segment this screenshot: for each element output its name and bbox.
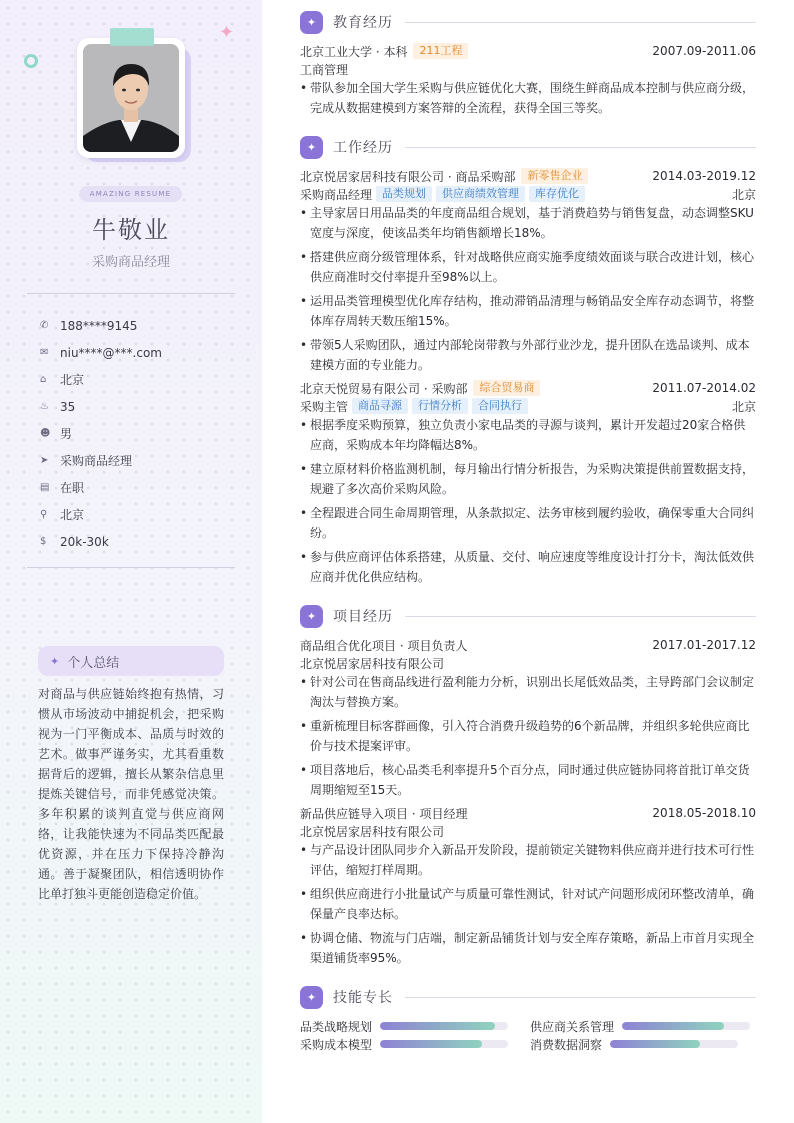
info-age: ♨ 35 bbox=[40, 399, 76, 414]
skill-bar bbox=[380, 1022, 508, 1030]
list-item: • 组织供应商进行小批量试产与质量可靠性测试，针对试产问题形成闭环整改清单，确保量产良率达标。 bbox=[300, 884, 756, 924]
list-item: • 重新梳理目标客群画像，引入符合消费升级趋势的6个新品牌，并组织多轮供应商比价与技术提案评审。 bbox=[300, 716, 756, 756]
project-header bbox=[300, 636, 756, 654]
section-title: 技能专长 bbox=[333, 990, 393, 1006]
sparkle-icon: ✦ bbox=[50, 654, 60, 668]
list-item: • 协调仓储、物流与门店端，制定新品铺货计划与安全库存策略，新品上市首月实现全渠道铺货率95%。 bbox=[300, 928, 756, 968]
list-item: • 与产品设计团队同步介入新品开发阶段，提前锁定关键物料供应商并进行技术可行性评估，缩短打样周期。 bbox=[300, 840, 756, 880]
skill-tag: 行情分析 bbox=[412, 398, 468, 414]
company-tag: 新零售企业 bbox=[521, 168, 588, 184]
list-item: • 参与供应商评估体系搭建，从质量、交付、响应速度等维度设计打分卡，淘汰低效供应商并优化供应结构。 bbox=[300, 547, 756, 587]
sparkle-icon: ✦ bbox=[300, 986, 323, 1009]
divider bbox=[27, 567, 235, 568]
skill-tag: 合同执行 bbox=[472, 398, 528, 414]
list-item: • 搭建供应商分级管理体系，针对战略供应商实施季度绩效面谈与联合改进计划，核心供应商准时交付率提升至98%以上。 bbox=[300, 247, 756, 287]
date-range: 2011.07-2014.02 bbox=[652, 381, 756, 395]
job-city: 北京 bbox=[731, 399, 756, 414]
job-header bbox=[300, 167, 756, 185]
sidebar bbox=[0, 0, 262, 1123]
info-location: ⚲ 北京 bbox=[40, 508, 85, 522]
job-city: 北京 bbox=[731, 187, 756, 202]
section-title: 教育经历 bbox=[333, 15, 393, 31]
decorative-sparkle-icon: ✦ bbox=[219, 22, 235, 43]
skill-name: 采购成本模型 bbox=[300, 1037, 373, 1052]
skill-tag: 商品寻源 bbox=[352, 398, 408, 414]
skill-bar-fill bbox=[380, 1040, 482, 1048]
section-projects-header bbox=[300, 604, 756, 628]
list-item: • 根据季度采购预算，独立负责小家电品类的寻源与谈判，累计开发超过20家合格供应商，采购成本年均降幅达8%。 bbox=[300, 415, 756, 455]
date-range: 2017.01-2017.12 bbox=[652, 638, 756, 652]
school-name: 北京工业大学 · 本科 bbox=[300, 44, 408, 59]
section-skills-header bbox=[300, 985, 756, 1009]
school-tag: 211工程 bbox=[413, 43, 468, 59]
info-hometown: ⌂ 北京 bbox=[40, 373, 85, 387]
info-phone: ✆ 188****9145 bbox=[40, 318, 138, 333]
sparkle-icon: ✦ bbox=[300, 136, 323, 159]
section-title: 项目经历 bbox=[333, 609, 393, 625]
home-icon: ⌂ bbox=[40, 374, 47, 385]
job-header bbox=[300, 379, 756, 397]
skill-bar-fill bbox=[622, 1022, 724, 1030]
list-item: • 项目落地后，核心品类毛利率提升5个百分点，同时通过供应链协同将首批订单交货周期缩短至15天。 bbox=[300, 760, 756, 800]
candidate-name: 牛敬业 bbox=[92, 216, 170, 244]
summary-heading: ✦ 个人总结 bbox=[38, 646, 224, 676]
salary-icon: $ bbox=[40, 536, 47, 547]
phone-icon: ✆ bbox=[40, 320, 49, 331]
project-header bbox=[300, 804, 756, 822]
company-name: 北京天悦贸易有限公司 · 采购部 bbox=[300, 381, 468, 396]
skill-item bbox=[300, 1017, 508, 1035]
date-range: 2014.03-2019.12 bbox=[652, 169, 756, 183]
info-email: ✉ niu****@***.com bbox=[40, 345, 162, 360]
section-education-header bbox=[300, 10, 756, 34]
skill-item bbox=[530, 1017, 750, 1035]
profile-photo bbox=[83, 44, 179, 152]
location-pin-icon: ⚲ bbox=[40, 509, 48, 520]
status-icon: ▤ bbox=[40, 482, 50, 493]
skill-name: 消费数据洞察 bbox=[530, 1037, 603, 1052]
amazing-resume-badge: AMAZING RESUME bbox=[79, 186, 182, 202]
skill-item bbox=[530, 1035, 738, 1053]
section-title: 工作经历 bbox=[333, 140, 393, 156]
date-range: 2007.09-2011.06 bbox=[652, 44, 756, 58]
project-org: 北京悦居家居科技有限公司 bbox=[300, 824, 445, 839]
candidate-role: 采购商品经理 bbox=[91, 255, 170, 270]
gender-icon: ☻ bbox=[40, 428, 51, 439]
list-item: • 带领5人采购团队，通过内部轮岗带教与外部行业沙龙，提升团队在选品谈判、成本建模方面的专业能力。 bbox=[300, 335, 756, 375]
list-item: • 建立原材料价格监测机制，每月输出行情分析报告，为采购决策提供前置数据支持，规避了多次高价采购风险。 bbox=[300, 459, 756, 499]
project-name: 商品组合优化项目 · 项目负责人 bbox=[300, 638, 468, 653]
skill-bar-fill bbox=[610, 1040, 700, 1048]
list-item: • 主导家居日用品品类的年度商品组合规划，基于消费趋势与销售复盘，动态调整SKU宽度与深度，使该品类年均销售额增长18%。 bbox=[300, 203, 756, 243]
project-org: 北京悦居家居科技有限公司 bbox=[300, 656, 445, 671]
skill-bar bbox=[380, 1040, 508, 1048]
skill-tag: 品类规划 bbox=[376, 186, 432, 202]
job-position-row bbox=[300, 185, 756, 203]
section-work-header bbox=[300, 135, 756, 159]
skill-bar bbox=[622, 1022, 750, 1030]
email-icon: ✉ bbox=[40, 347, 49, 358]
list-item: • 针对公司在售商品线进行盈利能力分析，识别出长尾低效品类，主导跨部门会议制定淘汰与替换方案。 bbox=[300, 672, 756, 712]
job-position-row bbox=[300, 397, 756, 415]
company-name: 北京悦居家居科技有限公司 · 商品采购部 bbox=[300, 169, 516, 184]
position-title: 采购主管 bbox=[300, 399, 349, 414]
info-target-position: ➤ 采购商品经理 bbox=[40, 454, 133, 468]
list-item: • 全程跟进合同生命周期管理，从条款拟定、法务审核到履约验收，确保零重大合同纠纷。 bbox=[300, 503, 756, 543]
sparkle-icon: ✦ bbox=[300, 605, 323, 628]
position-title: 采购商品经理 bbox=[300, 187, 373, 202]
skill-name: 供应商关系管理 bbox=[530, 1019, 615, 1034]
contact-info-list bbox=[40, 312, 240, 555]
info-status: ▤ 在职 bbox=[40, 481, 85, 495]
sparkle-icon: ✦ bbox=[300, 11, 323, 34]
profile-photo-frame bbox=[77, 38, 187, 160]
company-tag: 综合贸易商 bbox=[473, 380, 540, 396]
age-icon: ♨ bbox=[40, 401, 49, 412]
skill-item bbox=[300, 1035, 508, 1053]
decorative-ring-icon bbox=[24, 54, 38, 68]
summary-text: 对商品与供应链始终抱有热情，习惯从市场波动中捕捉机会，把采购视为一门平衡成本、品质与时效的艺术。做事严谨务实，尤其看重数据背后的逻辑，擅长从繁杂信息里提炼关键信号，而非凭感觉决策。多年积累的谈判直觉与供应商网络，让我能快速为不同品类匹配最优资源，并在压力下保持冷静沟通。善于凝聚团队，相信透明协作比单打独斗更能创造稳定价值。 bbox=[38, 687, 224, 901]
photo-tape-decoration bbox=[110, 28, 154, 46]
skill-name: 品类战略规划 bbox=[300, 1019, 373, 1034]
major: 工商管理 bbox=[300, 62, 349, 77]
target-position-icon: ➤ bbox=[40, 455, 49, 466]
info-gender: ☻ 男 bbox=[40, 427, 73, 441]
skill-bar-fill bbox=[380, 1022, 495, 1030]
education-entry bbox=[300, 42, 756, 60]
project-name: 新品供应链导入项目 · 项目经理 bbox=[300, 806, 468, 821]
skill-tag: 库存优化 bbox=[529, 186, 585, 202]
skill-tag: 供应商绩效管理 bbox=[436, 186, 525, 202]
list-item: • 带队参加全国大学生采购与供应链优化大赛，围绕生鲜商品成本控制与供应商分级，完成从数据建模到方案答辩的全流程，获得全国三等奖。 bbox=[300, 78, 756, 118]
info-salary: $ 20k-30k bbox=[40, 534, 109, 549]
list-item: • 运用品类管理模型优化库存结构，推动滞销品清理与畅销品安全库存动态调节，将整体库存周转天数压缩15%。 bbox=[300, 291, 756, 331]
skill-bar bbox=[610, 1040, 738, 1048]
date-range: 2018.05-2018.10 bbox=[652, 806, 756, 820]
divider bbox=[27, 293, 235, 294]
